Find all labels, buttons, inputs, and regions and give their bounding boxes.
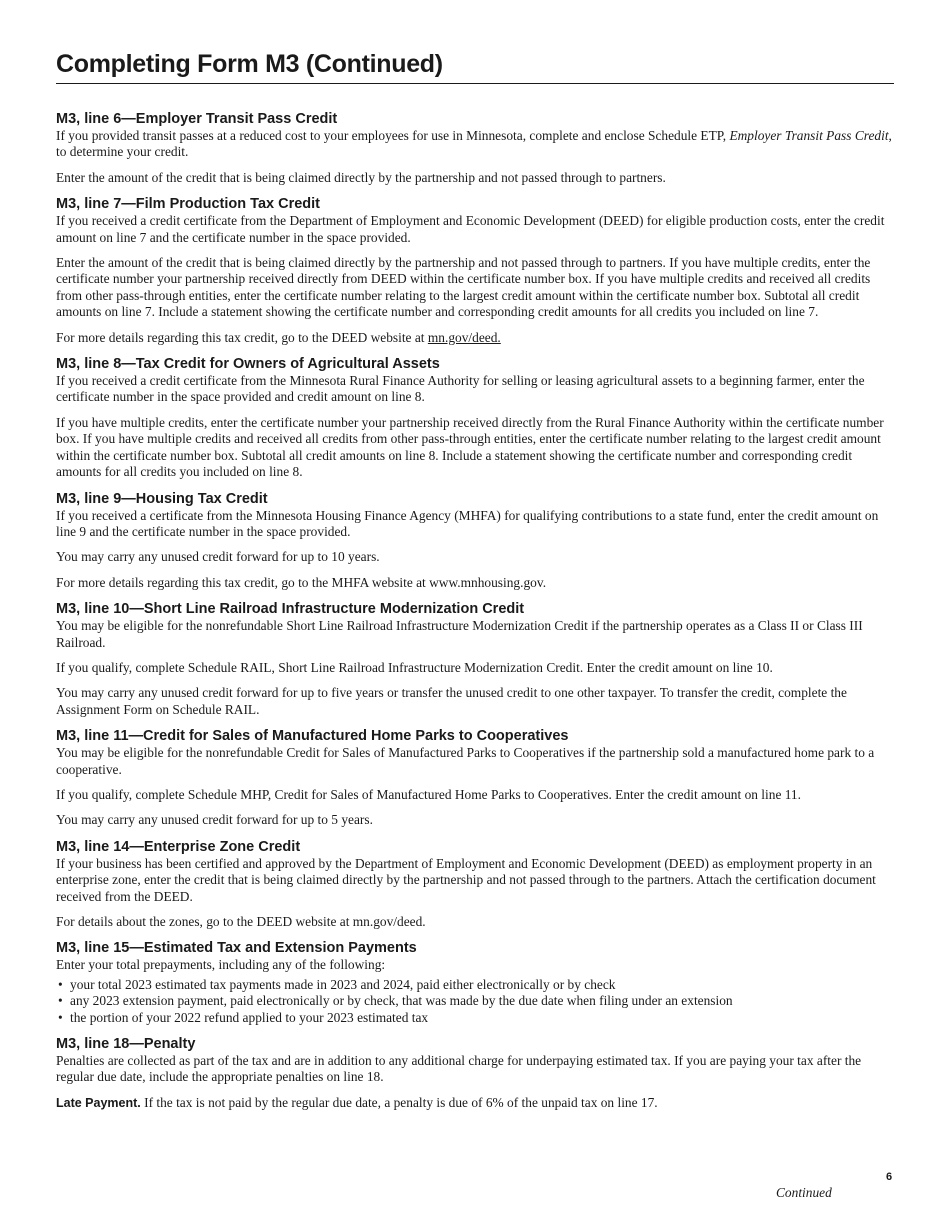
paragraph: If you have multiple credits, enter the certificate number your partnership received directly from the Rural Finance Authority within the certificate number box. If you have multiple credits and received all credits from other pass-through entities, enter the certificate number relating to the largest credit amount within the certificate number box. Subtotal all credit amounts on line 8. Include a statement showing the certificate number and corresponding credit amounts for all credits you included on line 8. xyxy=(56,414,884,480)
section-heading: M3, line 11—Credit for Sales of Manufactured Home Parks to Cooperatives xyxy=(56,728,569,745)
paragraph: If you qualify, complete Schedule MHP, Credit for Sales of Manufactured Home Parks to Cooperatives. Enter the credit amount on line 11. xyxy=(56,786,801,802)
section-line-6 xyxy=(56,110,894,186)
paragraph: Enter the amount of the credit that is being claimed directly by the partnership and not passed through to partners. xyxy=(56,169,666,185)
list-item: • the portion of your 2022 refund applied to your 2023 estimated tax xyxy=(56,1010,894,1026)
list-item: • any 2023 extension payment, paid electronically or by check, that was made by the due date when filing under an extension xyxy=(56,993,894,1009)
paragraph: You may carry any unused credit forward for up to 5 years. xyxy=(56,812,373,828)
page-number: 6 xyxy=(886,1171,893,1183)
paragraph: If you qualify, complete Schedule RAIL, Short Line Railroad Infrastructure Modernization Credit. Enter the credit amount on line 10. xyxy=(56,659,773,675)
paragraph-text: If you provided transit passes at a reduced cost to your employees for use in Minnesota, complete and enclose Schedule ETP, xyxy=(56,128,730,143)
section-heading: M3, line 14—Enterprise Zone Credit xyxy=(56,838,301,855)
section-heading: M3, line 10—Short Line Railroad Infrastructure Modernization Credit xyxy=(56,601,525,618)
paragraph: If your business has been certified and approved by the Department of Employment and Economic Development (DEED) as employment property in an enterprise zone, enter the credit that is being claimed directly by the partnership and not passed through to the partners. Attach the certification document received from the DEED. xyxy=(56,855,876,904)
continued-label: Continued xyxy=(776,1185,832,1200)
section-line-11 xyxy=(56,727,894,829)
section-line-10 xyxy=(56,600,894,718)
paragraph: For details about the zones, go to the DEED website at mn.gov/deed. xyxy=(56,914,426,929)
section-heading: M3, line 8—Tax Credit for Owners of Agricultural Assets xyxy=(56,356,440,373)
section-line-9 xyxy=(56,490,894,592)
section-heading: M3, line 9—Housing Tax Credit xyxy=(56,490,268,507)
list-item: • your total 2023 estimated tax payments made in 2023 and 2024, paid either electronically or by check xyxy=(56,977,894,993)
paragraph: If you received a credit certificate from the Department of Employment and Economic Development (DEED) for eligible production costs, enter the credit amount on line 7 and the certificate number in the space provided. xyxy=(56,213,885,245)
paragraph xyxy=(56,128,894,161)
section-line-14 xyxy=(56,838,894,931)
section-line-15 xyxy=(56,939,894,1026)
paragraph: You may carry any unused credit forward for up to five years or transfer the unused credit to one other taxpayer. To transfer the credit, complete the Assignment Form on Schedule RAIL. xyxy=(56,685,847,717)
paragraph: Penalties are collected as part of the tax and are in addition to any additional charge for underpaying estimated tax. If you are paying your tax after the regular due date, include the appropriate penalties on line 18. xyxy=(56,1053,862,1085)
paragraph: You may be eligible for the nonrefundable Short Line Railroad Infrastructure Modernization Credit if the partnership operates as a Class II or Class III Railroad. xyxy=(56,618,863,650)
paragraph: Enter your total prepayments, including any of the following: xyxy=(56,957,386,973)
paragraph: If you received a certificate from the Minnesota Housing Finance Agency (MHFA) for qualifying contributions to a state fund, enter the credit amount on line 9 and the certificate number in the space provided. xyxy=(56,507,879,539)
section-heading: M3, line 7—Film Production Tax Credit xyxy=(56,196,320,213)
paragraph xyxy=(56,330,894,346)
paragraph: Enter the amount of the credit that is being claimed directly by the partnership and not passed through to partners. If you have multiple credits, enter the certificate number your partnership received directly from DEED within the certificate number box. If you have multiple credits and received all credits from other pass-through entities, enter the certificate number relating to the largest credit amount within the certificate number box. Subtotal all credit amounts on line 7. Include a statement showing the certificate number and corresponding credit amounts for all credits you included on line 7. xyxy=(56,255,871,320)
page-title: Completing Form M3 (Continued) xyxy=(56,50,894,84)
deed-website-link[interactable]: mn.gov/deed. xyxy=(427,329,501,345)
section-line-7 xyxy=(56,195,894,346)
late-payment-label: Late Payment. xyxy=(56,1095,141,1110)
paragraph-text: If the tax is not paid by the regular due date, a penalty is due of 6% of the unpaid tax on line 17. xyxy=(140,1094,658,1110)
paragraph: If you received a credit certificate from the Minnesota Rural Finance Authority for selling or leasing agricultural assets to a beginning farmer, enter the certificate number in the space provided and credit amount on line 8. xyxy=(56,373,865,405)
section-heading: M3, line 18—Penalty xyxy=(56,1036,196,1053)
section-line-8 xyxy=(56,355,894,480)
section-heading: M3, line 15—Estimated Tax and Extension Payments xyxy=(56,940,417,957)
paragraph xyxy=(56,1095,894,1111)
paragraph: For more details regarding this tax credit, go to the MHFA website at www.mnhousing.gov. xyxy=(56,574,547,590)
section-line-18 xyxy=(56,1035,894,1111)
paragraph-text: , to determine your credit. xyxy=(56,128,892,160)
form-name-italic: Employer Transit Pass Credit xyxy=(729,128,889,143)
instructions-body xyxy=(56,110,894,1111)
paragraph: You may be eligible for the nonrefundable Credit for Sales of Manufactured Parks to Cooperatives if the partnership sold a manufactured home park to a cooperative. xyxy=(56,745,875,777)
paragraph-text: For more details regarding this tax credit, go to the DEED website at xyxy=(56,329,428,345)
prepayment-list xyxy=(56,977,894,1026)
section-heading: M3, line 6—Employer Transit Pass Credit xyxy=(56,111,338,127)
paragraph: You may carry any unused credit forward for up to 10 years. xyxy=(56,549,380,565)
document-page xyxy=(56,0,894,1120)
